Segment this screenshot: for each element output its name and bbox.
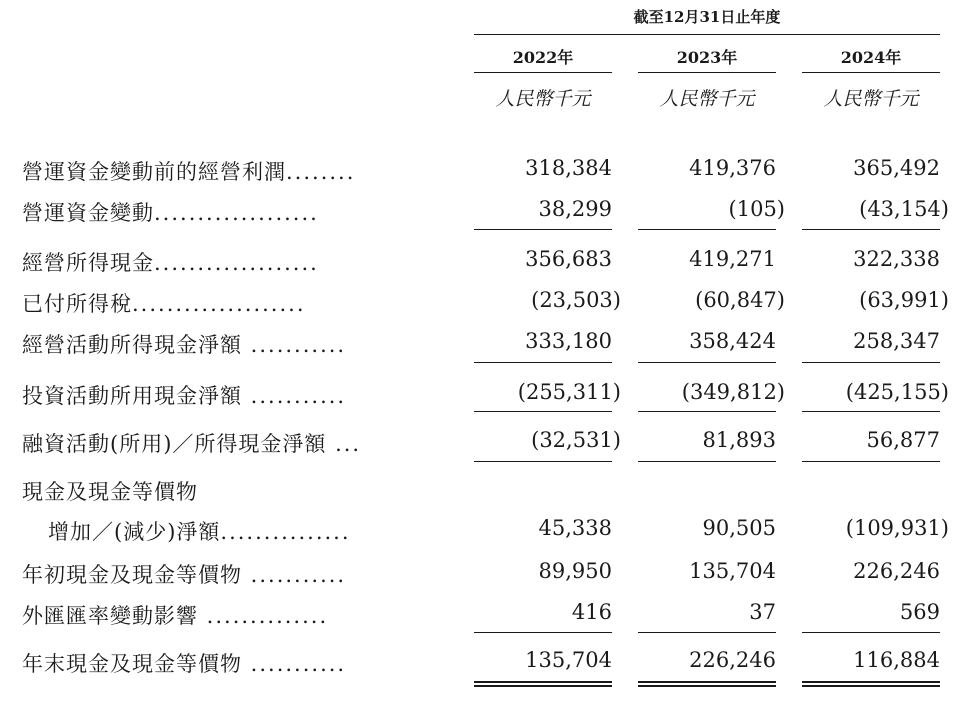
row-label-income-tax-paid: 已付所得稅.................... [22, 292, 306, 316]
subtotal-rule [802, 411, 940, 412]
year-2022-underline [474, 72, 612, 73]
subtotal-rule [474, 229, 612, 230]
value-2024: (43,154) [859, 197, 949, 221]
value-2022: 45,338 [538, 516, 612, 540]
value-2022: 38,299 [538, 197, 612, 221]
subtotal-rule [474, 632, 612, 633]
value-2022: 89,950 [538, 559, 612, 583]
value-2024: 322,338 [853, 247, 940, 271]
value-2022: 333,180 [525, 329, 612, 353]
value-2023: (105) [728, 197, 785, 221]
value-2024: 116,884 [853, 648, 940, 672]
subtotal-rule [802, 632, 940, 633]
value-2023: 226,246 [689, 648, 776, 672]
value-2024: (63,991) [859, 288, 949, 312]
value-2022: 416 [571, 600, 612, 624]
value-2023: 90,505 [702, 516, 776, 540]
row-label-net-cash-investing: 投資活動所用現金淨額 ........... [22, 384, 347, 408]
value-2023: 81,893 [702, 428, 776, 452]
subtotal-rule [638, 461, 776, 462]
subtotal-rule [638, 362, 776, 363]
unit-2024: 人民幣千元 [823, 88, 919, 110]
value-2024: 365,492 [853, 156, 940, 180]
value-2024: 258,347 [853, 329, 940, 353]
subtotal-rule [802, 362, 940, 363]
value-2023: (60,847) [695, 288, 785, 312]
value-2022: (23,503) [531, 288, 621, 312]
row-label-cash-equivalents-heading: 現金及現金等價物 [22, 480, 198, 504]
value-2023: 37 [749, 600, 776, 624]
total-double-rule [802, 681, 940, 687]
subtotal-rule [638, 411, 776, 412]
value-2023: 419,271 [689, 247, 776, 271]
value-2024: (109,931) [845, 516, 949, 540]
row-label-net-increase-decrease: 增加／(減少)淨額............... [48, 520, 351, 544]
value-2022: 135,704 [525, 648, 612, 672]
unit-2023: 人民幣千元 [659, 88, 755, 110]
value-2022: 318,384 [525, 156, 612, 180]
period-underline [474, 34, 940, 35]
row-label-working-capital-change: 營運資金變動................... [22, 201, 319, 225]
unit-2022: 人民幣千元 [495, 88, 591, 110]
subtotal-rule [474, 411, 612, 412]
subtotal-rule [802, 461, 940, 462]
value-2022: (32,531) [531, 428, 621, 452]
subtotal-rule [474, 362, 612, 363]
row-label-cash-from-operations: 經營所得現金................... [22, 251, 319, 275]
subtotal-rule [802, 229, 940, 230]
value-2022: 356,683 [525, 247, 612, 271]
total-double-rule [474, 681, 612, 687]
year-2023-header: 2023年 [676, 48, 738, 67]
row-label-net-cash-operating: 經營活動所得現金淨額 ........... [22, 333, 347, 357]
row-label-net-cash-financing: 融資活動(所用)／所得現金淨額 ... [22, 432, 362, 456]
value-2024: 569 [899, 600, 940, 624]
subtotal-rule [638, 229, 776, 230]
row-label-operating-profit-before-wc: 營運資金變動前的經營利潤........ [22, 160, 356, 184]
value-2023: 358,424 [689, 329, 776, 353]
period-header: 截至12月31日止年度 [633, 8, 781, 26]
year-2023-underline [638, 72, 776, 73]
subtotal-rule [474, 461, 612, 462]
row-label-cash-end: 年末現金及現金等價物 ........... [22, 652, 347, 676]
year-2024-header: 2024年 [840, 48, 902, 67]
value-2022: (255,311) [517, 380, 621, 404]
subtotal-rule [638, 632, 776, 633]
value-2023: 419,376 [689, 156, 776, 180]
value-2024: (425,155) [845, 380, 949, 404]
row-label-fx-effect: 外匯匯率變動影響 .............. [22, 604, 329, 628]
total-double-rule [638, 681, 776, 687]
year-2024-underline [802, 72, 940, 73]
year-2022-header: 2022年 [512, 48, 574, 67]
value-2024: 56,877 [866, 428, 940, 452]
value-2024: 226,246 [853, 559, 940, 583]
row-label-cash-beginning: 年初現金及現金等價物 ........... [22, 563, 347, 587]
value-2023: 135,704 [689, 559, 776, 583]
value-2023: (349,812) [681, 380, 785, 404]
